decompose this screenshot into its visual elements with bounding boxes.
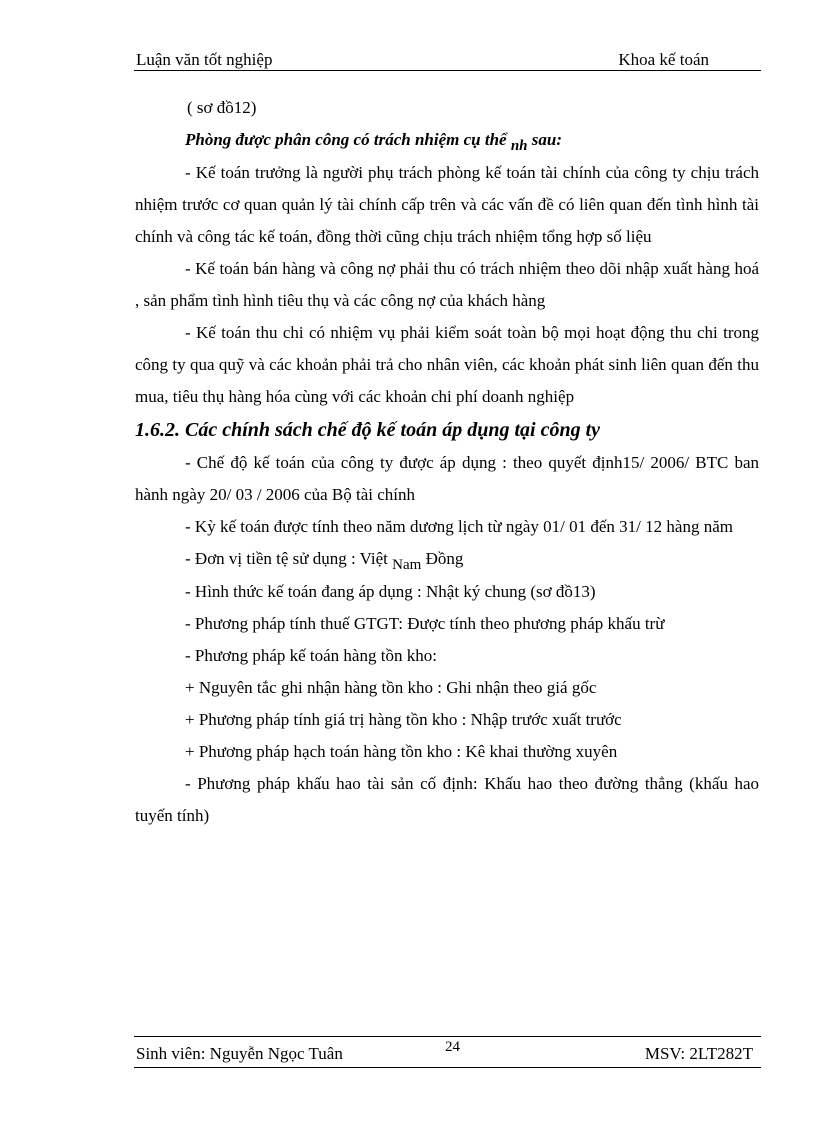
- header-faculty: Khoa kế toán: [618, 50, 709, 69]
- policy-item-form: - Hình thức kế toán đang áp dụng : Nhật ký chung (sơ đồ13): [185, 582, 596, 601]
- paragraph-chief-accountant: - Kế toán trưởng là người phụ trách phòng kế toán tài chính của công ty chịu trách nhiệm trước cơ quan quản lý tài chính cấp trên và các vấn đề có liên quan đến tình hình tài chính và công tác kế toán, đồng thời cũng chịu trách nhiệm tổng hợp số liệu: [135, 163, 759, 246]
- paragraph-sales-accountant: - Kế toán bán hàng và công nợ phải thu có trách nhiệm theo dõi nhập xuất hàng hoá , sản phẩm tình hình tiêu thụ và các công nợ của khách hàng: [135, 259, 759, 310]
- policy-subitem-valuation: + Phương pháp tính giá trị hàng tồn kho : Nhập trước xuất trước: [185, 710, 622, 729]
- section-heading: 1.6.2. Các chính sách chế độ kế toán áp dụng tại công ty: [135, 419, 601, 441]
- paragraph-cash-accountant: - Kế toán thu chi có nhiệm vụ phải kiểm soát toàn bộ mọi hoạt động thu chi trong công ty qua quỹ và các khoản phải trả cho nhân viên, các khoản phát sinh liên quan đến thu mua, tiêu thụ hàng hóa cùng với các khoản chi phí doanh nghiệp: [135, 323, 759, 406]
- currency-text-end: Đồng: [425, 549, 464, 568]
- intro-text: Phòng được phân công có trách nhiệm cụ thể: [185, 130, 507, 149]
- policy-item-vat: - Phương pháp tính thuế GTGT: Được tính theo phương pháp khấu trừ: [185, 614, 665, 633]
- policy-item-depreciation: - Phương pháp khấu hao tài sản cố định: Khấu hao theo đường thẳng (khấu hao tuyến tính): [135, 774, 759, 825]
- intro-text-end: sau:: [531, 130, 562, 149]
- footer-student: Sinh viên: Nguyễn Ngọc Tuân: [136, 1044, 343, 1063]
- policy-item-period: - Kỳ kế toán được tính theo năm dương lịch từ ngày 01/ 01 đến 31/ 12 hàng năm: [185, 517, 733, 536]
- page-header: [134, 48, 761, 71]
- footer-msv: MSV: 2LT282T: [644, 1044, 753, 1063]
- intro-subscript: nh: [510, 138, 528, 154]
- policy-subitem-recognition: + Nguyên tắc ghi nhận hàng tồn kho : Ghi nhận theo giá gốc: [185, 678, 597, 697]
- page-footer: [134, 1036, 761, 1068]
- header-thesis-title: Luận văn tốt nghiệp: [136, 50, 273, 69]
- intro-line: [135, 124, 759, 157]
- policy-item-currency: [135, 543, 759, 576]
- page-body: [135, 92, 759, 832]
- policy-item-inventory: - Phương pháp kế toán hàng tồn kho:: [185, 646, 437, 665]
- page-number: 24: [445, 1039, 460, 1055]
- currency-subscript: Nam: [392, 557, 422, 573]
- policy-subitem-accounting: + Phương pháp hạch toán hàng tồn kho : Kê khai thường xuyên: [185, 742, 618, 761]
- diagram-reference: ( sơ đồ12): [187, 98, 257, 117]
- policy-item-regime: - Chế độ kế toán của công ty được áp dụng : theo quyết định15/ 2006/ BTC ban hành ngày 20/ 03 / 2006 của Bộ tài chính: [135, 453, 759, 504]
- currency-text: - Đơn vị tiền tệ sử dụng : Việt: [185, 549, 388, 568]
